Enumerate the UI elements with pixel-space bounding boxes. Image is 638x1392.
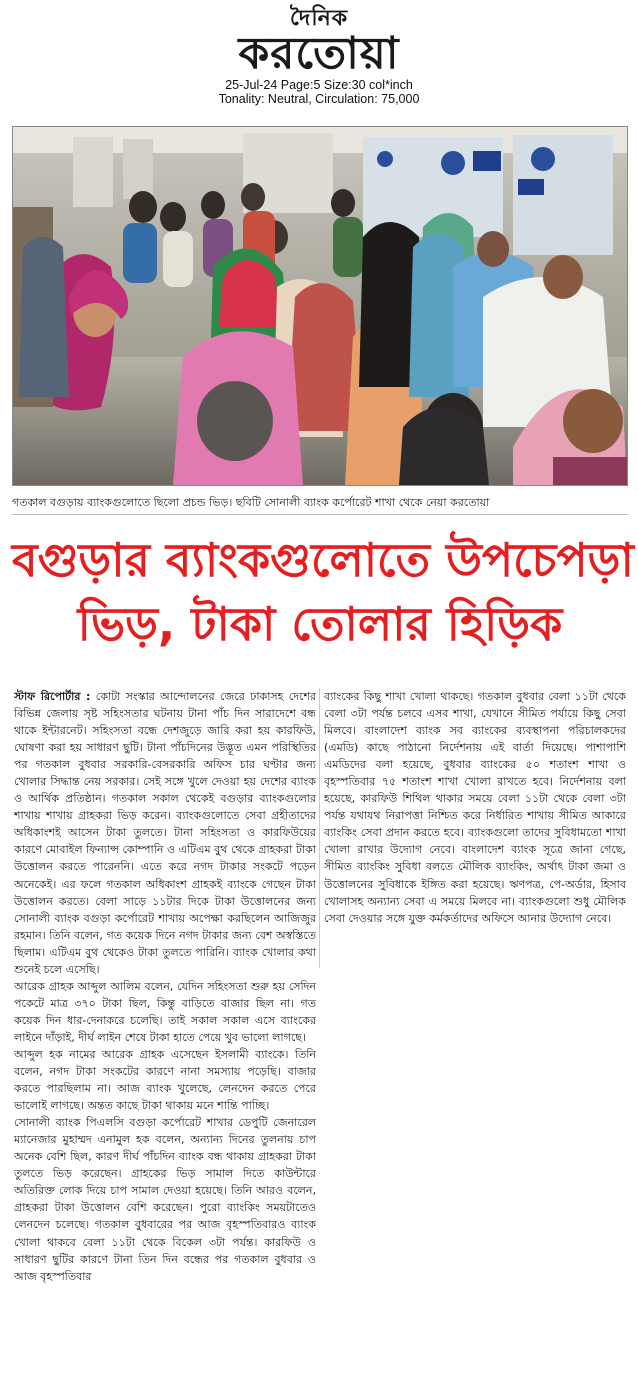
newspaper-name-top: দৈনিক (289, 5, 349, 31)
column-divider (319, 688, 320, 968)
bank-crowd-illustration (13, 127, 627, 485)
article-paragraph: ব্যাংকের কিছু শাখা খোলা থাকছে। গতকাল বুধবার বেলা ১১টা থেকে বেলা ৩টা পর্যন্ত চলবে এসব শাখা, যেখানে সীমিত পর্যায়ে কিছু সেবা মিলবে। বাংলাদেশ ব্যাংক সব ব্যাংকের ব্যবস্থাপনা পরিচালকদের (এমডি) কাছে পাঠানো নির্দেশনায় এই বার্তা দিয়েছে। পাশাপাশি এমডিদের বলা হয়েছে, বুধবার ব্যাংকের ৫০ শতাংশ শাখা ও বৃহস্পতিবার ৭৫ শতাংশ শাখা খোলা রাখতে হবে। নির্দেশনায় বলা হয়েছে, কারফিউ শিথিল থাকার সময়ে বেলা ১১টা থেকে বেলা ৩টা পর্যন্ত যথাযথ নিরাপত্তা নিশ্চিত করে নির্ধারিত শাখায় সীমিত আকারে ব্যাংকিং সেবা প্রদান করতে হবে। ব্যাংকগুলো তাদের সুবিধামতো শাখা খোলা রাখার উদ্যোগ নেবে। বাংলাদেশ ব্যাংক সূত্রে জানা গেছে, সীমিত ব্যাংকিং সুবিধা বলতে মৌলিক ব্যাংকিং, অর্থাৎ টাকা জমা ও উত্তোলনের সুবিধাকে ইঙ্গিত করা হয়েছে। ঋণপত্র, পে-অর্ডার, হিসাব খোলাসহ অন্যান্য সেবা এ সময়ে মিলবে না। ব্যাংকগুলো শুধু মৌলিক সেবা দেওয়ার সঙ্গে যুক্ত কর্মকর্তাদের অফিসে আনার উদ্যোগ নেবে। (324, 690, 626, 925)
tonality-circulation-line: Tonality: Neutral, Circulation: 75,000 (218, 92, 420, 106)
date-page-size-line: 25-Jul-24 Page:5 Size:30 col*inch (225, 78, 413, 92)
newspaper-name-logo: করতোয়া (238, 28, 400, 79)
paragraph-text: কোটা সংস্কার আন্দোলনের জেরে ঢাকাসহ দেশের বিভিন্ন জেলায় সৃষ্ট সহিংসতার ঘটনায় টানা পাঁচ দিন সারাদেশে বন্ধ থাকে ইন্টারনেট। সহিংসতা বন্ধে দেশজুড়ে জারি করা হয় কারফিউ, ঘোষণা করা হয় সাধারণ ছুটি। টানা পাঁচদিনের উদ্ভূত এমন পরিস্থিতির পর গতকাল বুধবার সরকারি-বেসরকারি অফিস চার ঘণ্টার জন্য খোলার সিদ্ধান্ত নেয় সরকার। সেই সঙ্গে খুলে দেওয়া হয় দেশের ব্যাংক ও আর্থিক প্রতিষ্ঠান। গতকাল সকাল থেকেই বগুড়ার ব্যাংকগুলোর শাখায় শাখায় গ্রাহকরা ভিড় করেন। ব্যাংকগুলোতে সেবা গ্রহীতাদের অধিকাংশই আসেন টাকা তুলতে। টানা সহিংসতা ও কারফিউয়ের কারণে মোবাইল ফিন্যান্স কোম্পানি ও এটিএম বুথ থেকে গ্রাহকরা টাকা উত্তোলন করতে পারেননি। এতে করে নগদ টাকার সংকটে পড়েন অনেকেই। এর ফলে গতকাল অধিকাংশ গ্রাহকই ব্যাংকে গেছেন টাকা উত্তোলন করতে। বেলা সাড়ে ১১টার দিকে টাকা উত্তোলনের জন্য সোনালী ব্যাংক বগুড়া কর্পোরেট শাখায় অপেক্ষা করছিলেন আজিজুর রহমান। তিনি বলেন, গত কয়েক দিনে নগদ টাকার জন্য বেশ অস্বস্তিতে ছিলাম। এটিএম বুথ থেকেও টাকা তুলতে পারিনি। ব্যাংক খোলার কথা শুনেই চলে এসেছি। (14, 690, 316, 976)
article-column-left (14, 688, 316, 1384)
article-paragraph: আব্দুল হক নামের আরেক গ্রাহক এসেছেন ইসলামী ব্যাংকে। তিনি বলেন, নগদ টাকা সংকটের কারণে নানা সমস্যায় পড়েছি। বাজার করতে পারছিলাম না। আজ ব্যাংক খুলেছে, লেনদেন করতে পেরে ভালোই লাগছে। অন্তত কাছে টাকা থাকায় মনে শান্তি পাচ্ছি। (14, 1047, 316, 1113)
news-photo (12, 126, 628, 486)
article-paragraph (14, 688, 316, 978)
headline-line-2: ভিড়, টাকা তোলার হিড়িক (77, 597, 563, 651)
article-body (14, 688, 626, 1384)
article-paragraph: আরেক গ্রাহক আব্দুল আলিম বলেন, যেদিন সহিংসতা শুরু হয় সেদিন পকেটে মাত্র ৩৭০ টাকা ছিল, কিন্তু বাড়িতে বাজার ছিল না। গত কয়েক দিন ধার-দেনাকরে চলেছি। তাই সকাল সকাল এসে ব্যাংকের লাইনে দাঁড়াই, দীর্ঘ লাইন শেষে টাকা হাতে পেয়ে খুব ভালো লাগছে। (14, 979, 316, 1044)
article-paragraph: সোনালী ব্যাংক পিএলসি বগুড়া কর্পোরেট শাখার ডেপুটি জেনারেল ম্যানেজার মুহাম্মদ এনামুল হক বলেন, অন্যান্য দিনের তুলনায় চাপ অনেক বেশি ছিল, কারণ দীর্ঘ পাঁচদিন ব্যাংক বন্ধ থাকায় গ্রাহকরা টাকা তুলতে ভিড় করেছেন। গ্রাহকের ভিড় সামাল দিতে কাউন্টারে অতিরিক্ত লোক দিয়ে চাপ সামাল দেওয়া হয়েছে। তিনি আরও বলেন, গ্রাহকরা টাকা উত্তোলন বেশি করেছেন। পুরো ব্যাংকিং সময়টাতেও লেনদেন চলেছে। গতকাল বুধবারের পর আজ বৃহস্পতিবারও ব্যাংক খোলা থাকবে বেলা ১১টা থেকে বিকেল ৩টা পর্যন্ত। কারফিউ ও সাধারণ ছুটির কারণে টানা তিন দিন বন্ধের পর গতকাল বুধবার ও আজ বৃহস্পতিবার (14, 1116, 316, 1283)
byline: স্টাফ রিপোর্টার : (14, 690, 91, 703)
photo-caption: গতকাল বগুড়ায় ব্যাংকগুলোতে ছিলো প্রচন্ড ভিড়। ছবিটি সোনালী ব্যাংক কর্পোরেট শাখা থেকে নেয়া করতোয়া (12, 492, 628, 515)
headline-line-1: বগুড়ার ব্যাংকগুলোতে উপচেপড়া (12, 533, 634, 587)
headline (12, 528, 634, 656)
masthead (0, 0, 638, 118)
article-column-right (324, 688, 626, 968)
